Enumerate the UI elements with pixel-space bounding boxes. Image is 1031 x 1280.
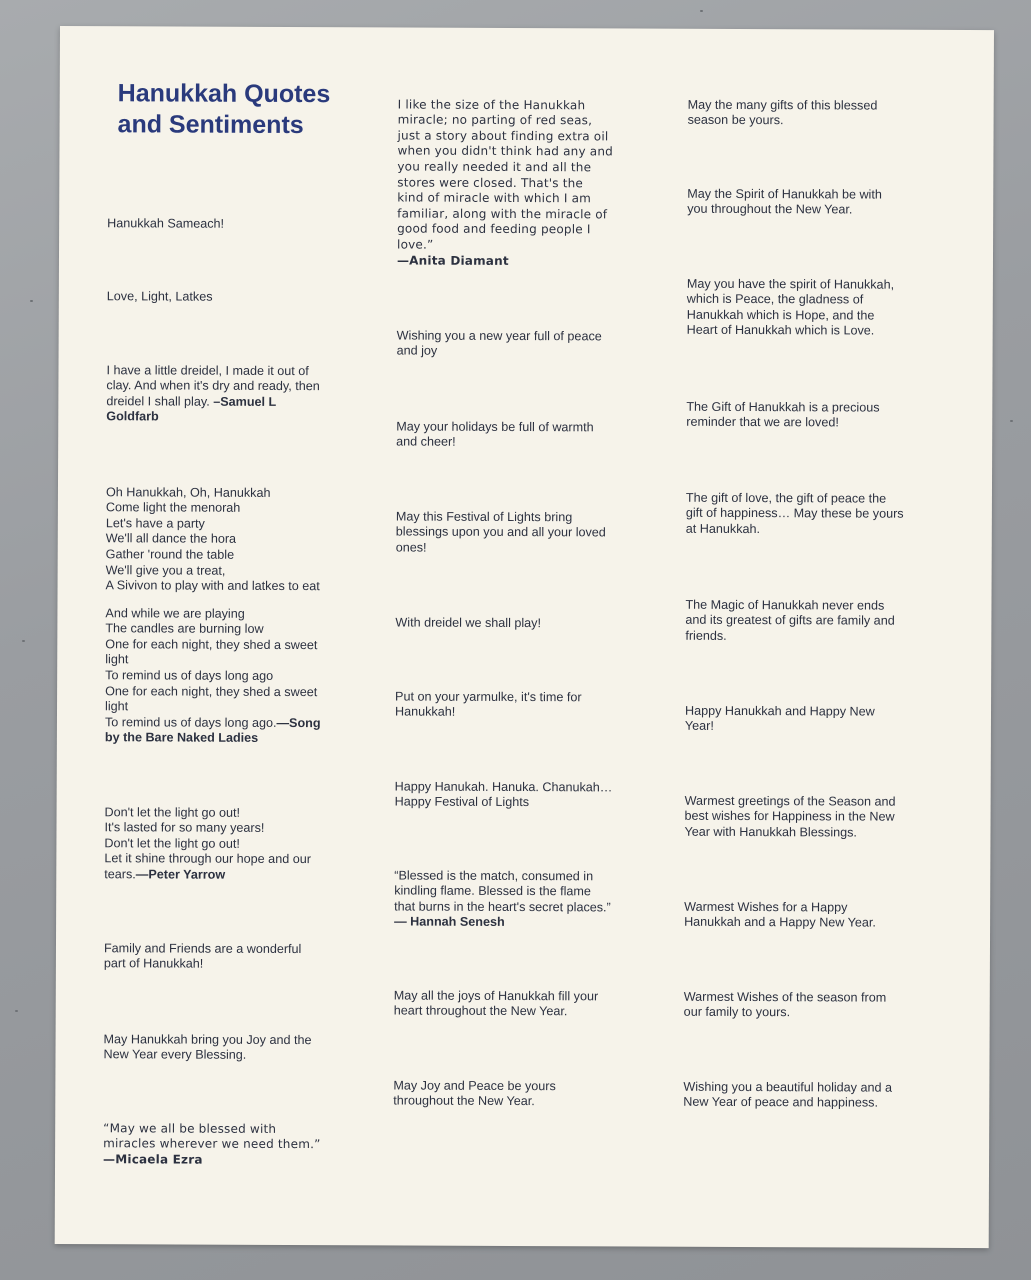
quote-text: May you have the spirit of Hanukkah, which is Peace, the gladness of Hanukkah which is Hope, and the Heart of Hanukkah which is Love. <box>686 276 895 338</box>
quote-entry <box>105 590 356 747</box>
quote-entry <box>683 1064 933 1112</box>
quote-attribution: —Peter Yarrow <box>135 867 226 882</box>
quote-entry <box>395 599 645 631</box>
quote-text: May the Spirit of Hanukkah be with you throughout the New Year. <box>687 186 882 217</box>
printed-sheet <box>55 26 994 1248</box>
surface-speck <box>700 10 703 12</box>
quotes-column-middle <box>393 27 653 1109</box>
quote-entry <box>104 925 354 973</box>
quote-entry <box>106 347 356 426</box>
quote-text: And while we are playing The candles are burning low One for each night, they shed a sweet light To remind us of days long ago One for each night, they shed a sweet light To remind us of days long ago. <box>104 605 318 730</box>
quote-text: “Blessed is the match, consumed in kindling flame. Blessed is the flame that burns in the heart's secret places.” <box>394 868 611 915</box>
quote-entry <box>685 582 935 645</box>
quote-entry <box>394 972 644 1020</box>
quote-entry <box>397 312 647 360</box>
quote-text: Happy Hanukkah and Happy New Year! <box>684 703 875 734</box>
quote-entry <box>394 852 644 931</box>
quote-entry <box>684 778 934 841</box>
page-title: Hanukkah Quotes and Sentiments <box>117 79 331 140</box>
quote-text: Don't let the light go out! It's lasted for so many years! Don't let the light go out! Let it shine through our hope and our tears. <box>104 804 311 882</box>
quote-text: The Magic of Hanukkah never ends and its greatest of gifts are family and friends. <box>685 597 895 643</box>
quote-text: Oh Hanukkah, Oh, Hanukkah Come light the menorah Let's have a party We'll all dance the hora Gather 'round the table We'll give you a treat, A Sivivon to play with and latkes to eat <box>105 484 320 594</box>
quote-entry <box>393 1062 643 1110</box>
quote-attribution: –Samuel L Goldfarb <box>106 394 277 424</box>
quote-text: May all the joys of Hanukkah fill your heart throughout the New Year. <box>393 988 599 1019</box>
quote-text: I have a little dreidel, I made it out of clay. And when it's dry and ready, then dreidel I shall play. <box>106 362 320 409</box>
quote-text: Warmest Wishes for a Happy Hanukkah and a Happy New Year. <box>684 899 876 930</box>
quote-attribution: —Micaela Ezra <box>103 1151 203 1167</box>
quote-text: May the many gifts of this blessed season be yours. <box>687 97 878 128</box>
quote-entry <box>685 688 935 736</box>
quote-text: May Joy and Peace be yours throughout the New Year. <box>393 1078 556 1109</box>
quote-entry <box>395 673 645 721</box>
surface-speck <box>1010 420 1013 422</box>
quote-text: With dreidel we shall play! <box>395 615 542 630</box>
quote-entry <box>103 1016 353 1064</box>
quote-entry <box>103 1105 353 1168</box>
quote-text: Happy Hanukah. Hanuka. Chanukah… Happy Festival of Lights <box>394 779 613 810</box>
quote-text: Put on your yarmulke, it's time for Hanukkah! <box>394 689 582 719</box>
quote-attribution: —Song by the Bare Naked Ladies <box>104 715 321 746</box>
quote-text: The gift of love, the gift of peace the gift of happiness… May these be yours at Hanukkah. <box>685 490 904 536</box>
quote-entry <box>106 469 357 595</box>
quote-text: May Hanukkah bring you Joy and the New Year every Blessing. <box>103 1031 312 1063</box>
quote-entry <box>687 261 937 340</box>
quotes-column-right <box>683 29 943 1110</box>
quote-entry <box>107 200 357 232</box>
quote-entry <box>396 403 646 451</box>
quote-text: I like the size of the Hanukkah miracle; no parting of red seas, just a story about finding extra oil when you didn't think had any and you really needed it and all the stores were closed. That's the kind of miracle with which I am familiar, along with the miracle of good food and feeding people I love.” <box>397 97 614 252</box>
quote-text: Hanukkah Sameach! <box>107 215 225 231</box>
quote-text: Warmest greetings of the Season and best wishes for Happiness in the New Year with Hanukkah Blessings. <box>684 793 896 840</box>
quote-entry <box>107 273 357 305</box>
surface-speck <box>22 640 25 642</box>
quote-attribution: —Anita Diamant <box>396 253 509 268</box>
surface-speck <box>30 300 33 302</box>
quote-text: Warmest Wishes of the season from our family to yours. <box>683 989 887 1020</box>
quote-entry <box>687 171 937 219</box>
quote-text: The Gift of Hanukkah is a precious reminder that we are loved! <box>686 399 880 430</box>
surface-speck <box>15 1010 18 1012</box>
quote-entry <box>397 81 648 269</box>
quote-text: “May we all be blessed with miracles wherever we need them.” <box>103 1120 321 1152</box>
quote-text: Love, Light, Latkes <box>106 288 213 304</box>
quote-text: Family and Friends are a wonderful part of Hanukkah! <box>103 940 302 971</box>
quote-entry <box>684 974 934 1022</box>
quote-entry <box>104 789 354 884</box>
quote-entry <box>396 493 646 556</box>
quote-text: Wishing you a new year full of peace and joy <box>396 328 602 358</box>
quote-attribution: — Hannah Senesh <box>394 914 505 930</box>
quote-text: May this Festival of Lights bring blessings upon you and all your loved ones! <box>395 509 606 555</box>
quote-entry <box>686 475 936 538</box>
quote-entry <box>395 763 645 811</box>
quote-text: Wishing you a beautiful holiday and a New Year of peace and happiness. <box>683 1079 893 1110</box>
quote-entry <box>686 384 936 432</box>
quote-entry <box>684 884 934 932</box>
quote-text: May your holidays be full of warmth and cheer! <box>396 419 594 449</box>
quote-entry <box>688 82 938 130</box>
